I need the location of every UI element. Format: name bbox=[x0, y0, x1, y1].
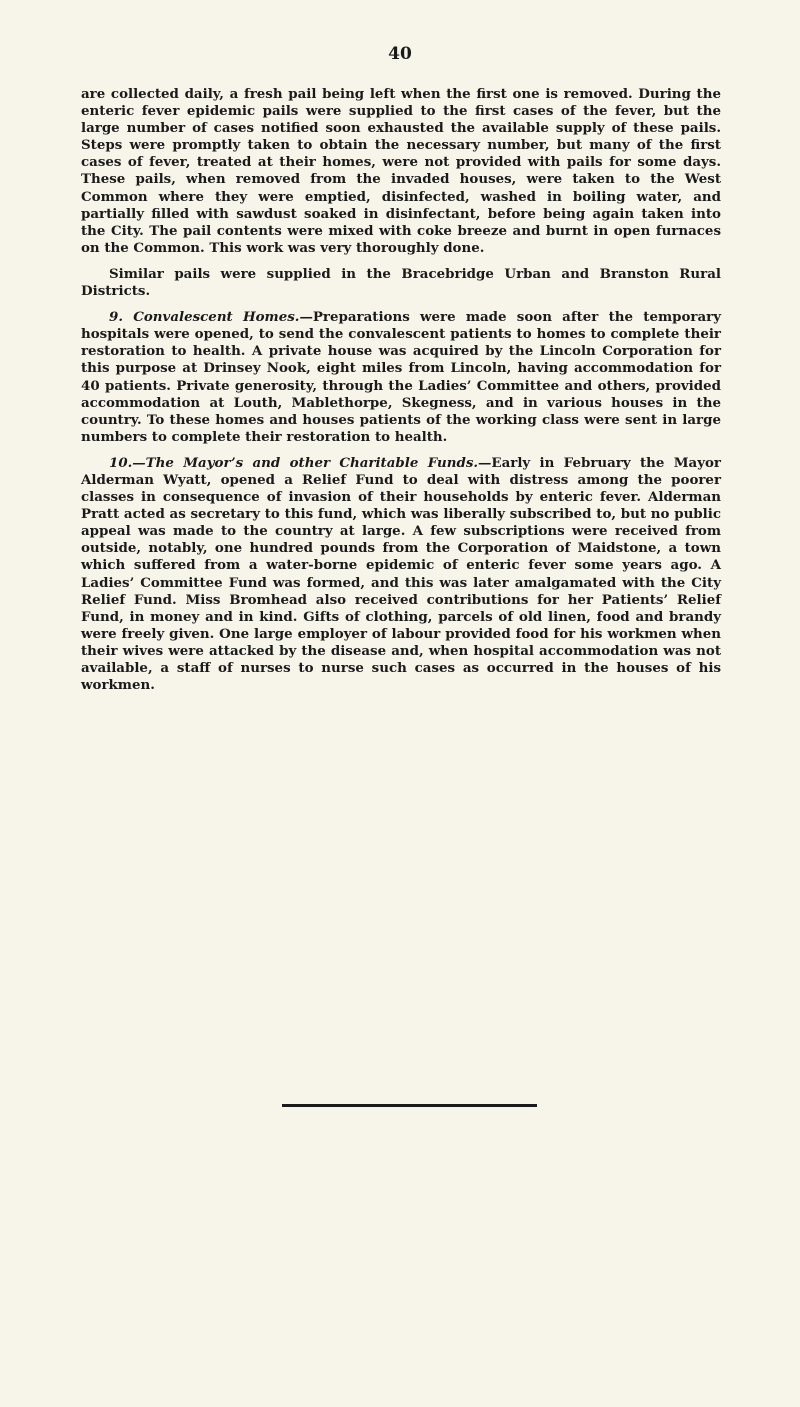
section-heading: 10.—The Mayor’s and other Charitable Funds. bbox=[109, 454, 479, 471]
section-heading: 9. Convalescent Homes. bbox=[109, 309, 300, 326]
paragraph-text: Similar pails were supplied in the Bracebridge Urban and Branston Rural Districts. bbox=[81, 265, 721, 300]
paragraph-charitable-funds bbox=[81, 455, 721, 694]
body-text bbox=[81, 86, 721, 703]
page-number: 40 bbox=[388, 44, 412, 64]
paragraph-text: —Preparations were made soon after the temporary hospitals were opened, to send the convalescent patients to homes to complete their restoration to health. A private house was acquired by the Lincoln Corporation for this purpose at Drinsey Nook, eight miles from Lincoln, having accommodation for 40 patients. Private generosity, through the Ladies’ Committee and others, provided accommodation at Louth, Mablethorpe, Skegness, and in various houses in the country. To these homes and houses patients of the working class were sent in large numbers to complete their restoration to health. bbox=[81, 309, 721, 445]
paragraph-pail-collection bbox=[81, 86, 721, 257]
paragraph-text: —Early in February the Mayor Alderman Wyatt, opened a Relief Fund to deal with distress among the poorer classes in consequence of invasion of their households by enteric fever. Alderman Pratt acted as secretary to this fund, which was liberally subscribed to, but no public appeal was made to the country at large. A few subscriptions were received from outside, notably, one hundred pounds from the Corporation of Maidstone, a town which suffered from a water-borne epidemic of enteric fever some years ago. A Ladies’ Committee Fund was formed, and this was later amalgamated with the City Relief Fund. Miss Bromhead also received contributions for her Patients’ Relief Fund, in money and in kind. Gifts of clothing, parcels of old linen, food and brandy were freely given. One large employer of labour provided food for his workmen when their wives were attacked by the disease and, when hospital accommodation was not available, a staff of nurses to nurse such cases as occurred in the houses of his workmen. bbox=[81, 454, 721, 694]
paragraph-text: are collected daily, a fresh pail being left when the first one is removed. During the enteric fever epidemic pails were supplied to the first cases of the fever, but the large number of cases notified soon exhausted the available supply of these pails. Steps were promptly taken to obtain the necessary number, but many of the first cases of fever, treated at their homes, were not provided with pails for some days. These pails, when removed from the invaded houses, were taken to the West Common where they were emptied, disinfected, washed in boiling water, and partially filled with sawdust soaked in disinfectant, before being again taken into the City. The pail contents were mixed with coke breeze and burnt in open furnaces on the Common. This work was very thoroughly done. bbox=[81, 86, 721, 256]
paragraph-similar-pails bbox=[81, 266, 721, 300]
paragraph-convalescent-homes bbox=[81, 309, 721, 446]
end-rule-divider bbox=[282, 1104, 537, 1107]
